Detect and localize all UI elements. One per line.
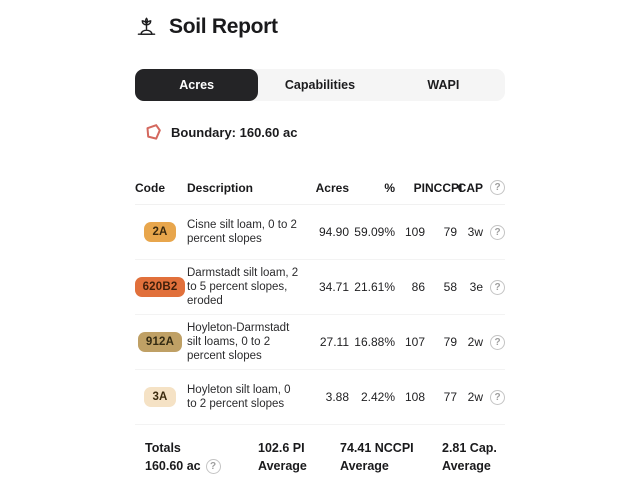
row-help-icon[interactable]: ? bbox=[490, 335, 505, 350]
cap-value: 3e bbox=[469, 280, 483, 294]
nccpi-average-block bbox=[340, 439, 442, 475]
nccpi-value: 79 bbox=[443, 335, 457, 349]
boundary-acreage-label: Boundary: 160.60 ac bbox=[171, 124, 298, 140]
page-title: Soil Report bbox=[169, 15, 278, 38]
soil-code-badge: 2A bbox=[144, 222, 175, 242]
row-help-icon[interactable]: ? bbox=[490, 280, 505, 295]
percent-value: 2.42% bbox=[360, 390, 395, 404]
percent-value: 21.61% bbox=[354, 280, 395, 294]
table-row bbox=[135, 260, 505, 315]
nccpi-value: 79 bbox=[443, 225, 457, 239]
percent-value: 59.09% bbox=[354, 225, 395, 239]
cap-value: 3w bbox=[467, 225, 483, 239]
tab-capabilities[interactable]: Capabilities bbox=[258, 69, 381, 101]
pi-value: 109 bbox=[404, 225, 425, 239]
soil-code-badge: 912A bbox=[138, 332, 182, 352]
totals-help-icon[interactable]: ? bbox=[206, 459, 221, 474]
cap-average-sub: Average bbox=[442, 459, 491, 473]
percent-value: 16.88% bbox=[354, 335, 395, 349]
cap-value: 2w bbox=[467, 390, 483, 404]
nccpi-value: 77 bbox=[443, 390, 457, 404]
column-header-pi: PI bbox=[413, 180, 425, 195]
table-row bbox=[135, 205, 505, 260]
soil-description: Hoyleton silt loam, 0 to 2 percent slopes bbox=[187, 384, 291, 410]
pi-average-sub: Average bbox=[258, 459, 307, 473]
totals-row bbox=[135, 425, 505, 475]
soil-report-panel bbox=[135, 0, 505, 475]
column-header-nccpi: NCCPI bbox=[425, 180, 463, 195]
pi-value: 86 bbox=[411, 280, 425, 294]
table-header-row bbox=[135, 180, 505, 205]
acres-value: 27.11 bbox=[319, 335, 349, 349]
tab-acres[interactable]: Acres bbox=[135, 69, 258, 101]
acres-value: 34.71 bbox=[318, 280, 349, 294]
cap-average-block bbox=[442, 439, 505, 475]
boundary-polygon-icon bbox=[143, 122, 163, 142]
nccpi-value: 58 bbox=[443, 280, 457, 294]
table-row bbox=[135, 315, 505, 370]
totals-label: Totals bbox=[145, 441, 181, 455]
pi-value: 108 bbox=[404, 390, 425, 404]
soil-description: Cisne silt loam, 0 to 2 percent slopes bbox=[187, 219, 297, 245]
cap-value: 2w bbox=[467, 335, 483, 349]
column-header-percent: % bbox=[384, 180, 395, 195]
soil-table bbox=[135, 180, 505, 475]
soil-description: Hoyleton-Darmstadt silt loams, 0 to 2 percent slopes bbox=[187, 322, 290, 362]
pi-average-value: 102.6 PI bbox=[258, 441, 305, 455]
seedling-icon bbox=[135, 16, 158, 39]
pi-average-block bbox=[258, 439, 340, 475]
totals-summary bbox=[135, 439, 258, 475]
nccpi-average-sub: Average bbox=[340, 459, 389, 473]
report-tab-bar bbox=[135, 69, 505, 101]
acres-value: 94.90 bbox=[318, 225, 349, 239]
cap-average-value: 2.81 Cap. bbox=[442, 441, 497, 455]
table-row bbox=[135, 370, 505, 425]
pi-value: 107 bbox=[404, 335, 425, 349]
page-header bbox=[135, 14, 505, 40]
column-header-acres: Acres bbox=[315, 180, 349, 195]
soil-code-badge: 620B2 bbox=[135, 277, 186, 297]
columns-help-icon[interactable]: ? bbox=[490, 180, 505, 195]
acres-value: 3.88 bbox=[325, 390, 349, 404]
soil-code-badge: 3A bbox=[144, 387, 175, 407]
tab-wapi[interactable]: WAPI bbox=[382, 69, 505, 101]
row-help-icon[interactable]: ? bbox=[490, 225, 505, 240]
column-header-description: Description bbox=[187, 180, 254, 195]
soil-description: Darmstadt silt loam, 2 to 5 percent slopes, eroded bbox=[187, 267, 299, 307]
totals-acres-value: 160.60 ac bbox=[145, 459, 201, 473]
row-help-icon[interactable]: ? bbox=[490, 390, 505, 405]
nccpi-average-value: 74.41 NCCPI bbox=[340, 441, 414, 455]
boundary-summary bbox=[135, 122, 505, 142]
column-header-code: Code bbox=[135, 180, 165, 195]
column-header-cap: CAP bbox=[457, 180, 483, 195]
